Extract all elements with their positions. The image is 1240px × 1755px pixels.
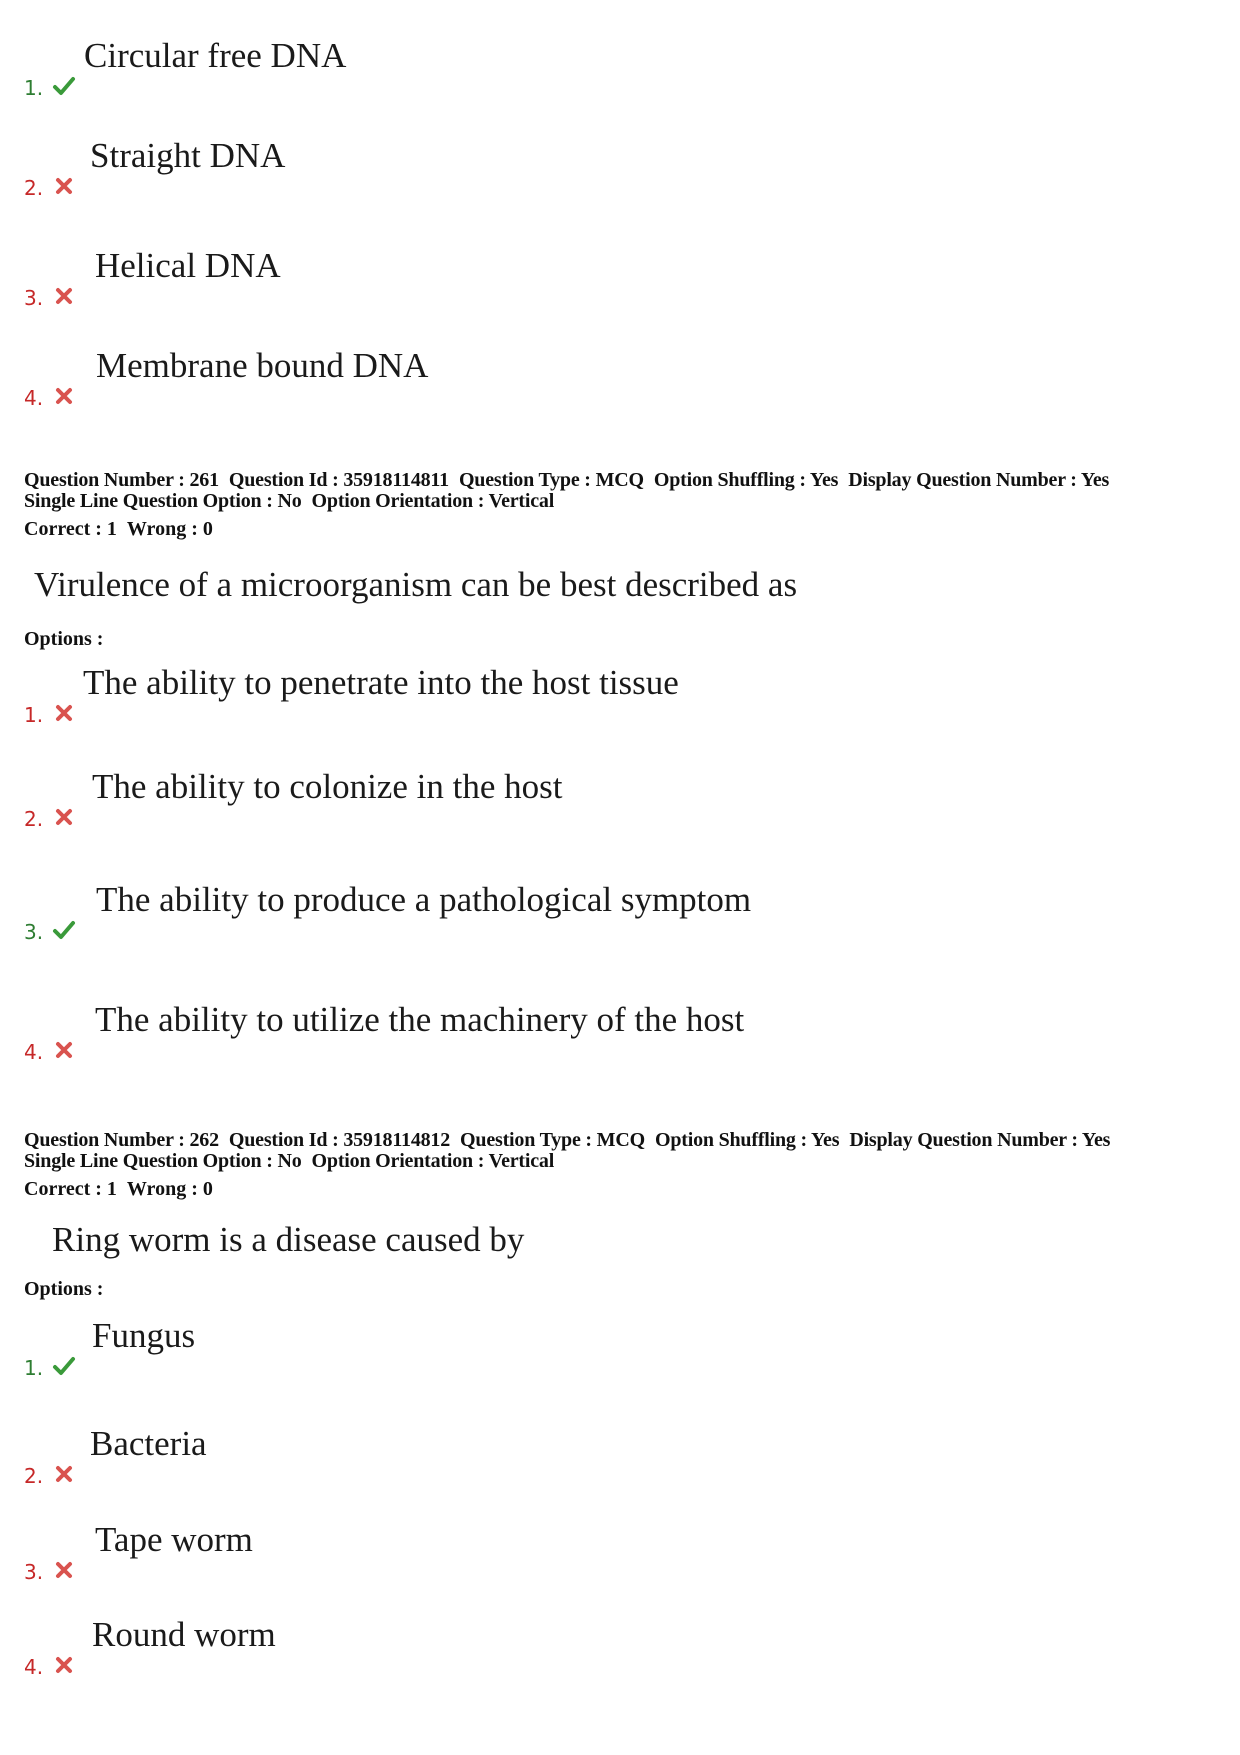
option-shuffling: Option Shuffling : Yes <box>653 469 839 491</box>
options-label-262: Options : <box>24 1278 104 1300</box>
prev-option-1 <box>0 36 1240 106</box>
option-number: 3. <box>24 286 44 310</box>
question-text-261: Virulence of a microorganism can be best described as <box>34 565 798 604</box>
cross-icon <box>52 805 76 829</box>
option-number: 2. <box>24 1464 44 1488</box>
single-line-option: Single Line Question Option : No <box>24 490 302 512</box>
prev-option-3 <box>0 246 1240 316</box>
option-number: 2. <box>24 176 44 200</box>
q261-option-2 <box>0 767 1240 837</box>
option-number: 4. <box>24 1040 44 1064</box>
score-262 <box>24 1178 223 1201</box>
options-label-261: Options : <box>24 628 104 650</box>
question-meta-262 <box>24 1130 1224 1172</box>
cross-icon <box>52 1462 76 1486</box>
single-line-option: Single Line Question Option : No <box>24 1150 302 1172</box>
check-icon <box>52 74 76 98</box>
q261-option-3 <box>0 880 1240 950</box>
q262-option-2 <box>0 1424 1240 1494</box>
correct-count: Correct : 1 <box>24 518 117 540</box>
question-meta-261 <box>24 470 1224 512</box>
option-text: The ability to penetrate into the host tissue <box>83 663 679 702</box>
option-text: The ability to utilize the machinery of the host <box>95 1000 745 1039</box>
wrong-count: Wrong : 0 <box>126 1178 213 1200</box>
score-261 <box>24 518 223 541</box>
option-text: Circular free DNA <box>84 36 347 75</box>
cross-icon <box>52 284 76 308</box>
option-number: 1. <box>24 703 44 727</box>
option-text: Fungus <box>92 1316 196 1355</box>
q261-option-4 <box>0 1000 1240 1070</box>
question-number: Question Number : 262 <box>24 1129 219 1151</box>
option-number: 3. <box>24 1560 44 1584</box>
question-type: Question Type : MCQ <box>460 1129 645 1151</box>
question-text-262: Ring worm is a disease caused by <box>52 1220 525 1259</box>
option-number: 4. <box>24 386 44 410</box>
option-text: Straight DNA <box>90 136 286 175</box>
option-text: Round worm <box>92 1615 276 1654</box>
q262-option-3 <box>0 1520 1240 1590</box>
option-text: The ability to produce a pathological symptom <box>96 880 752 919</box>
option-text: Tape worm <box>95 1520 253 1559</box>
cross-icon <box>52 1653 76 1677</box>
option-text: Membrane bound DNA <box>96 346 429 385</box>
option-number: 1. <box>24 76 44 100</box>
cross-icon <box>52 174 76 198</box>
cross-icon <box>52 1558 76 1582</box>
q261-option-1 <box>0 663 1240 733</box>
q262-option-4 <box>0 1615 1240 1685</box>
check-icon <box>52 1354 76 1378</box>
cross-icon <box>52 701 76 725</box>
prev-option-2 <box>0 136 1240 206</box>
option-number: 1. <box>24 1356 44 1380</box>
option-number: 2. <box>24 807 44 831</box>
question-number: Question Number : 261 <box>24 469 219 491</box>
option-orientation: Option Orientation : Vertical <box>311 490 555 512</box>
cross-icon <box>52 384 76 408</box>
prev-option-4 <box>0 346 1240 416</box>
option-text: Helical DNA <box>95 246 281 285</box>
option-shuffling: Option Shuffling : Yes <box>654 1129 840 1151</box>
q262-option-1 <box>0 1316 1240 1386</box>
check-icon <box>52 918 76 942</box>
correct-count: Correct : 1 <box>24 1178 117 1200</box>
option-text: Bacteria <box>90 1424 207 1463</box>
question-type: Question Type : MCQ <box>458 469 644 491</box>
question-id: Question Id : 35918114811 <box>228 469 449 491</box>
wrong-count: Wrong : 0 <box>126 518 213 540</box>
option-text: The ability to colonize in the host <box>92 767 563 806</box>
question-id: Question Id : 35918114812 <box>228 1129 451 1151</box>
cross-icon <box>52 1038 76 1062</box>
display-question-number: Display Question Number : Yes <box>849 1129 1111 1151</box>
display-question-number: Display Question Number : Yes <box>848 469 1110 491</box>
option-number: 4. <box>24 1655 44 1679</box>
option-number: 3. <box>24 920 44 944</box>
option-orientation: Option Orientation : Vertical <box>311 1150 555 1172</box>
